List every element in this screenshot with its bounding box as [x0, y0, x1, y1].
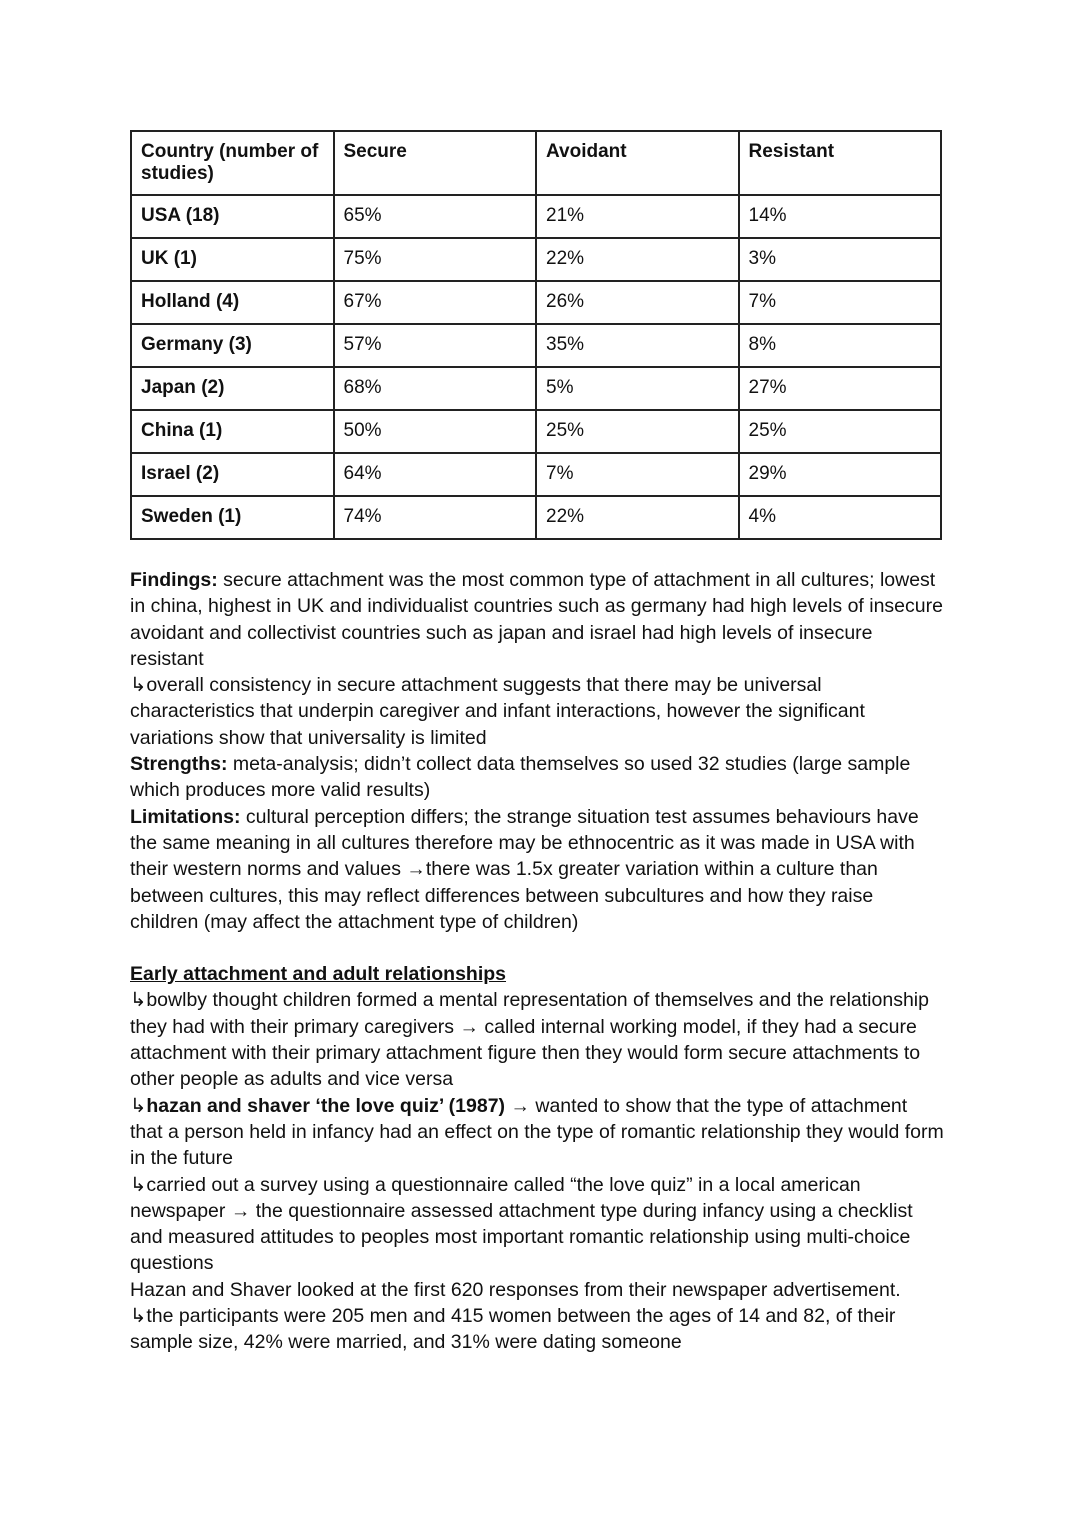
avoidant-cell: 21% — [536, 195, 739, 238]
hazan-shaver-paragraph — [130, 1093, 945, 1172]
table-row — [131, 453, 941, 496]
bowlby-paragraph: ↳bowlby thought children formed a mental representation of themselves and the relationship they had with their primary caregivers → called internal working model, if they had a secure attachment with their primary attachment figure then they would form secure attachments to other people as adults and vice versa — [130, 989, 929, 1091]
table-row — [131, 410, 941, 453]
limitations-label: Limitations: — [130, 805, 241, 828]
resistant-cell: 4% — [739, 496, 942, 539]
country-cell: UK (1) — [131, 238, 334, 281]
survey-paragraph: ↳carried out a survey using a questionnaire called “the love quiz” in a local american newspaper → the questionnaire assessed attachment type during infancy using a checklist and measured attitudes to peoples most important romantic relationship using multi-choice questions — [130, 1173, 913, 1275]
header-avoidant: Avoidant — [536, 131, 739, 195]
strengths-paragraph — [130, 751, 945, 804]
section-heading — [130, 961, 945, 987]
secure-cell: 50% — [334, 410, 537, 453]
secure-cell: 75% — [334, 238, 537, 281]
resistant-cell: 29% — [739, 453, 942, 496]
avoidant-cell: 5% — [536, 367, 739, 410]
resistant-cell: 14% — [739, 195, 942, 238]
avoidant-cell: 35% — [536, 324, 739, 367]
avoidant-cell: 22% — [536, 238, 739, 281]
findings-paragraph — [130, 567, 945, 672]
limitations-paragraph — [130, 804, 945, 935]
findings-label: Findings: — [130, 569, 218, 591]
section-spacer — [130, 935, 945, 961]
table-row — [131, 367, 941, 410]
participants-paragraph: ↳the participants were 205 men and 415 women between the ages of 14 and 82, of their sample size, 42% were married, and 31% were dating someone — [130, 1305, 896, 1354]
attachment-table — [130, 130, 942, 540]
country-cell: Israel (2) — [131, 453, 334, 496]
country-cell: Holland (4) — [131, 281, 334, 324]
secure-cell: 65% — [334, 195, 537, 238]
notes-body — [130, 567, 945, 1356]
early-attachment-heading: Early attachment and adult relationships — [130, 963, 507, 986]
avoidant-cell: 22% — [536, 496, 739, 539]
findings-point: ↳overall consistency in secure attachment suggests that there may be universal characteristics that underpin caregiver and infant interactions, however the significant variations show that universality is limited — [130, 674, 865, 749]
strengths-text: meta-analysis; didn’t collect data themselves so used 32 studies (large sample which produces more valid results) — [130, 753, 911, 802]
findings-text: secure attachment was the most common type of attachment in all cultures; lowest in china, highest in UK and individualist countries such as germany had high levels of insecure avoidant and collectivist countries such as japan and israel had high levels of insecure resistant — [130, 569, 943, 670]
country-cell: Germany (3) — [131, 324, 334, 367]
avoidant-cell: 25% — [536, 410, 739, 453]
header-secure: Secure — [334, 131, 537, 195]
table-row — [131, 324, 941, 367]
country-cell: Sweden (1) — [131, 496, 334, 539]
table-row — [131, 496, 941, 539]
secure-cell: 67% — [334, 281, 537, 324]
study-aim: → wanted to show that the type of attachment that a person held in infancy had an effect on the type of romantic relationship they would form in the future — [130, 1094, 944, 1170]
table-header-row — [131, 131, 941, 195]
header-resistant: Resistant — [739, 131, 942, 195]
secure-cell: 68% — [334, 367, 537, 410]
resistant-cell: 3% — [739, 238, 942, 281]
strengths-label: Strengths: — [130, 753, 228, 776]
header-country: Country (number of studies) — [131, 131, 334, 195]
secure-cell: 74% — [334, 496, 537, 539]
arrow-prefix: ↳ — [130, 1094, 147, 1117]
avoidant-cell: 7% — [536, 453, 739, 496]
country-cell: Japan (2) — [131, 367, 334, 410]
resistant-cell: 25% — [739, 410, 942, 453]
resistant-cell: 27% — [739, 367, 942, 410]
resistant-cell: 8% — [739, 324, 942, 367]
table-row — [131, 238, 941, 281]
secure-cell: 64% — [334, 453, 537, 496]
study-title: hazan and shaver ‘the love quiz’ (1987) — [146, 1094, 506, 1117]
country-cell: USA (18) — [131, 195, 334, 238]
table-row — [131, 195, 941, 238]
country-cell: China (1) — [131, 410, 334, 453]
responses-paragraph: Hazan and Shaver looked at the first 620 responses from their newspaper advertisement. — [130, 1278, 901, 1301]
limitations-text: cultural perception differs; the strange situation test assumes behaviours have the same meaning in all cultures therefore may be ethnocentric as it was made in USA with their western norms and values →there was 1.5x greater variation within a culture than between cultures, this may reflect differences between subcultures and how they raise children (may affect the attachment type of children) — [130, 805, 919, 933]
resistant-cell: 7% — [739, 281, 942, 324]
avoidant-cell: 26% — [536, 281, 739, 324]
document-page — [130, 130, 945, 1356]
secure-cell: 57% — [334, 324, 537, 367]
table-row — [131, 281, 941, 324]
